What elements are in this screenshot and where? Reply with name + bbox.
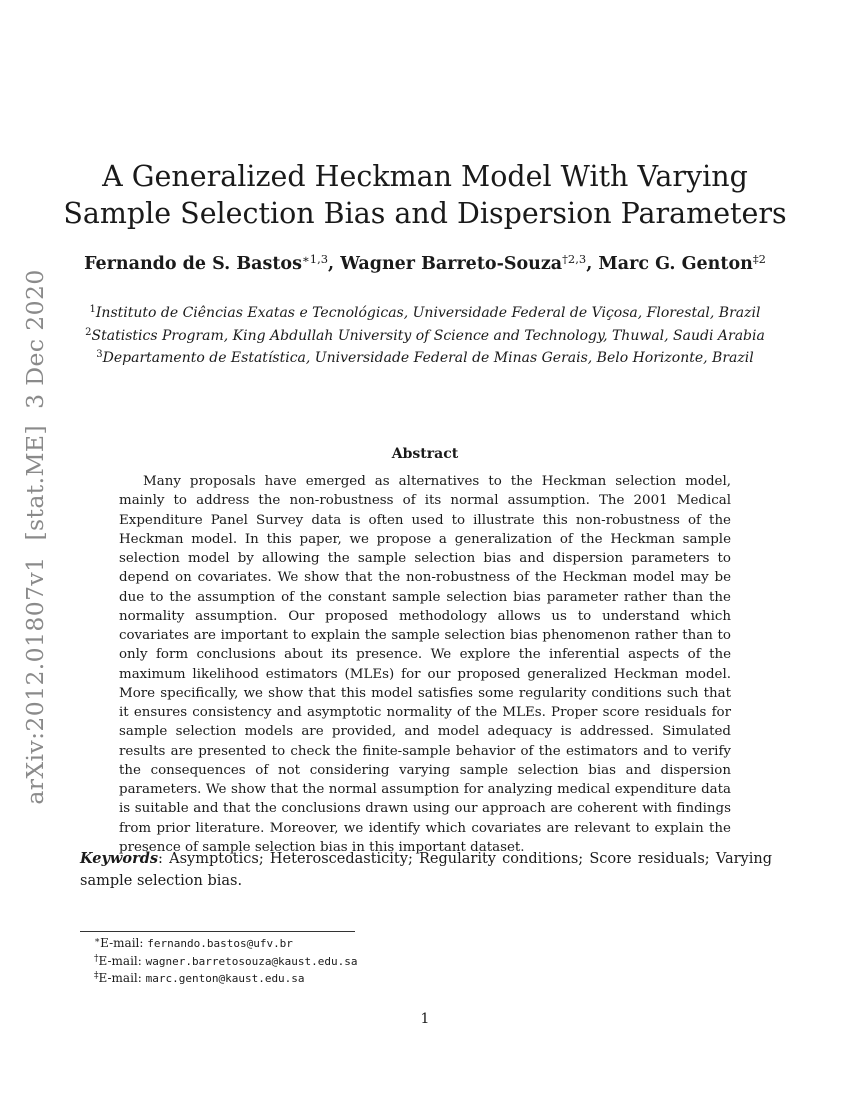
footnote-label: E-mail: [98,953,146,968]
title-line-1: A Generalized Heckman Model With Varying [102,160,748,193]
affiliation-item [0,347,850,370]
footnote-item [94,935,358,953]
author-separator: , [586,254,599,274]
keywords-text: Asymptotics; Heteroscedasticity; Regularity conditions; Score residuals; Varying sample selection bias. [80,851,772,889]
affiliation-text: Departamento de Estatística, Universidade Federal de Minas Gerais, Belo Horizonte, Brazil [102,350,754,366]
arxiv-date: 3 Dec 2020 [21,269,49,409]
affiliation-item [0,302,850,325]
footnote-list [94,935,358,988]
footnote-mark: † [94,953,99,964]
author-marks: ∗1,3 [301,252,329,266]
abstract-body: Many proposals have emerged as alternatives to the Heckman selection model, mainly to address the non-robustness of its normal assumption. The 2001 Medical Expenditure Panel Survey data is often used to illustrate this non-robustness of the Heckman model. In this paper, we propose a generalization of the Heckman sample selection model by allowing the sample selection bias and dispersion parameters to depend on covariates. We show that the non-robustness of the Heckman model may be due to the assumption of the constant sample selection bias parameter rather than the normality assumption. Our proposed methodology allows us to understand which covariates are important to explain the sample selection bias phenomenon rather than to only form conclusions about its presence. We explore the inferential aspects of the maximum likelihood estimators (MLEs) for our proposed generalized Heckman model. More specifically, we show that this model satisfies some regularity conditions such that it ensures consistency and asymptotic normality of the MLEs. Proper score residuals for sample selection models are provided, and model adequacy is addressed. Simulated results are presented to check the finite-sample behavior of the estimators and to verify the consequences of not considering varying sample selection bias and dispersion parameters. We show that the normal assumption for analyzing medical expenditure data is suitable and that the conclusions drawn using our approach are coherent with findings from prior literature. Moreover, we identify which covariates are relevant to explain the presence of sample selection bias in this important dataset. [119,474,731,855]
email-link[interactable]: marc.genton@kaust.edu.sa [145,972,305,985]
footnote-label: E-mail: [98,971,146,985]
page-number: 1 [420,1011,430,1027]
author-list [0,252,850,276]
affiliation-number: 2 [85,326,92,338]
paper-title [0,158,850,232]
arxiv-id[interactable]: arXiv:2012.01807v1 [21,556,49,805]
footnote-rule [80,931,355,932]
title-line-2: Sample Selection Bias and Dispersion Parameters [63,197,787,230]
footnote-item [94,970,358,988]
author-name: Wagner Barreto-Souza [340,254,563,274]
email-link[interactable]: wagner.barretosouza@kaust.edu.sa [145,954,358,968]
author-marks: †2,3 [562,252,587,266]
affiliation-number: 3 [96,349,103,360]
affiliation-list [0,302,850,370]
author-name: Marc G. Genton [598,254,753,274]
affiliation-text: Instituto de Ciências Exatas e Tecnológicas, Universidade Federal de Viçosa, Florestal, Brazil [95,305,761,321]
keywords-colon: : [158,851,163,867]
affiliation-number: 1 [89,304,96,315]
author-separator: , [328,254,341,274]
email-link[interactable]: fernando.bastos@ufv.br [147,937,293,950]
author-marks: ‡2 [752,252,766,266]
footnote-label: E-mail: [100,936,148,950]
author-name: Fernando de S. Bastos [84,254,302,274]
footnote-mark: ‡ [94,971,99,981]
abstract-heading: Abstract [391,446,459,462]
affiliation-text: Statistics Program, King Abdullah University of Science and Technology, Thuwal, Saudi Arabia [91,327,765,344]
keywords-label: Keywords [80,850,159,867]
footnote-mark: ∗ [94,936,101,946]
footnote-item [94,953,358,971]
keywords-section [80,848,772,892]
arxiv-category: [stat.ME] [21,424,49,541]
affiliation-item [0,325,850,348]
